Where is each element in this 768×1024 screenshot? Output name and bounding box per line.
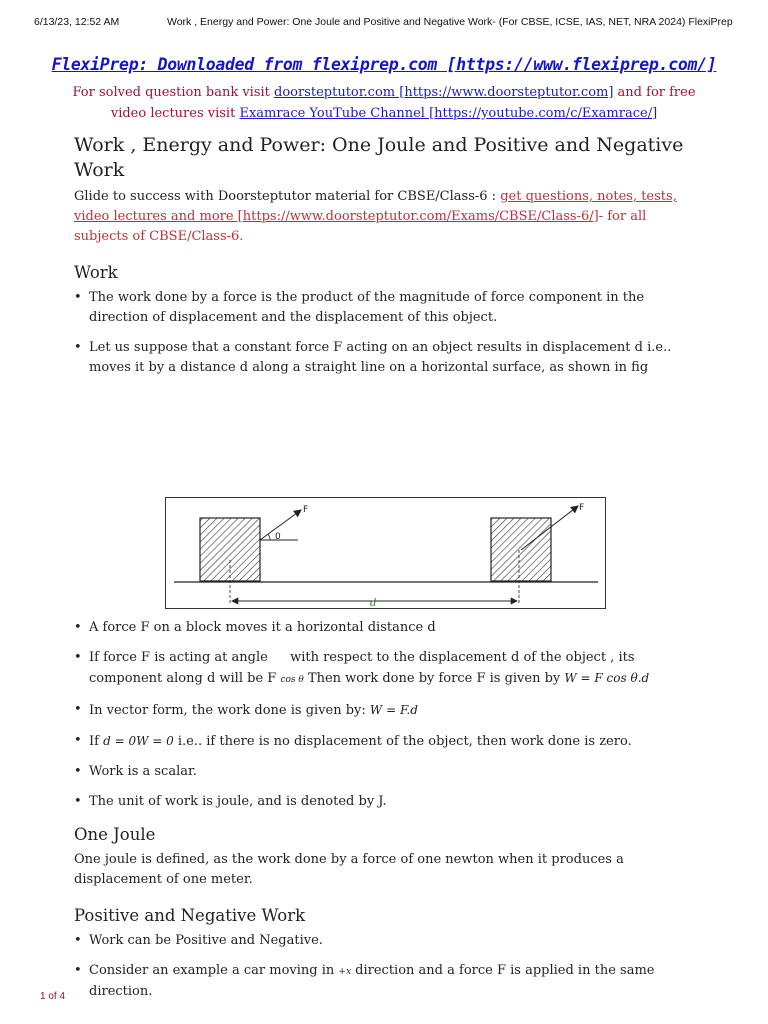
b2-text-a: If force F is acting at angle (89, 650, 272, 665)
promo-text-2: and for free video lectures visit (110, 85, 696, 121)
doorsteptutor-link[interactable]: doorsteptutor.com [https://www.doorsteptutor.com] (274, 85, 614, 100)
posneg-bullet-1: • Work can be Positive and Negative. (74, 931, 702, 951)
joule-heading: One Joule (74, 825, 156, 844)
posneg-b2-text-b: direction and a force F is applied in the same direction. (89, 963, 655, 999)
bullet-force-moves-block: • A force F on a block moves it a horizontal distance d (74, 618, 702, 638)
flexiprep-brand-link[interactable]: FlexiPrep: Downloaded from flexiprep.com [https://www.flexiprep.com/] (51, 55, 717, 74)
force-label-left: F (303, 505, 309, 515)
work-bullet-1: • The work done by a force is the product of the magnitude of force component in the direction of displacement and the displacement of this object. (74, 288, 702, 328)
print-datetime: 6/13/23, 12:52 AM (34, 16, 120, 28)
page-title-container (74, 133, 702, 183)
bullet-vector-form (74, 700, 702, 721)
work-diagram-figure (165, 497, 606, 609)
bullet-unit: • The unit of work is joule, and is denoted by J. (74, 792, 702, 812)
work-section (74, 263, 702, 282)
posneg-b2-math: +x (338, 967, 352, 977)
bullet-angle-component (74, 648, 702, 690)
intro-text-1: Glide to success with Doorsteptutor material for CBSE/Class-6 : (74, 189, 501, 204)
page-counter: 1 of 4 (40, 991, 66, 1002)
examrace-youtube-link[interactable]: Examrace YouTube Channel [https://youtube.com/c/Examrace/] (239, 106, 658, 121)
posneg-bullet-2 (74, 961, 702, 1002)
joule-definition: One joule is defined, as the work done by a force of one newton when it produces a displacement of one meter. (74, 852, 624, 887)
b2-math-formula: W = F cos θ.d (564, 671, 650, 685)
b4-text-b: i.e.. if there is no displacement of the object, then work done is zero. (173, 734, 632, 749)
b2-text-c: Then work done by force F is given by (303, 671, 565, 686)
work-bullet-list (74, 288, 702, 378)
work-bullet-2: • Let us suppose that a constant force F acting on an object results in displacement d i.e.. moves it by a distance d along a straight line on a horizontal surface, as shown in fig (74, 338, 702, 378)
doorsteptutor-class6-link[interactable]: get questions, notes, tests, video lectures and more [https://www.doorsteptutor.com/Exams/CBSE/Class-6/] (74, 189, 677, 224)
work-diagram (166, 498, 605, 608)
posneg-b2-text-a: Consider an example a car moving in (89, 963, 339, 978)
joule-section (74, 825, 702, 844)
b3-text: In vector form, the work done is given by: (89, 703, 370, 718)
b4-math: d = 0W = 0 (103, 734, 174, 748)
angle-arc (268, 534, 270, 540)
work-properties-list (74, 618, 702, 812)
force-label-right: F (579, 503, 585, 513)
b3-math: W = F.d (369, 703, 418, 717)
b2-text-b: with respect to the displacement d of the object , its component along d will be F (89, 650, 635, 686)
bullet-zero-displacement (74, 731, 702, 752)
posneg-section (74, 906, 702, 925)
b2-math-cos: cos θ (280, 675, 304, 685)
posneg-bullet-list (74, 931, 702, 1002)
intro-paragraph (74, 187, 702, 247)
posneg-heading: Positive and Negative Work (74, 906, 306, 925)
print-title: Work , Energy and Power: One Joule and Positive and Negative Work- (For CBSE, ICSE, IAS, NET, NRA 2024) FlexiPrep (167, 16, 733, 28)
b4-text-a: If (89, 734, 104, 749)
distance-label: d (370, 598, 377, 608)
angle-label: 0 (275, 532, 281, 542)
work-heading: Work (74, 263, 118, 282)
page-title: Work , Energy and Power: One Joule and Positive and Negative Work (74, 134, 684, 181)
promo-text (60, 82, 708, 124)
promo-text-1: For solved question bank visit (72, 85, 275, 100)
bullet-scalar: • Work is a scalar. (74, 762, 702, 782)
intro-text-2: - for all subjects of CBSE/Class-6. (74, 209, 647, 244)
